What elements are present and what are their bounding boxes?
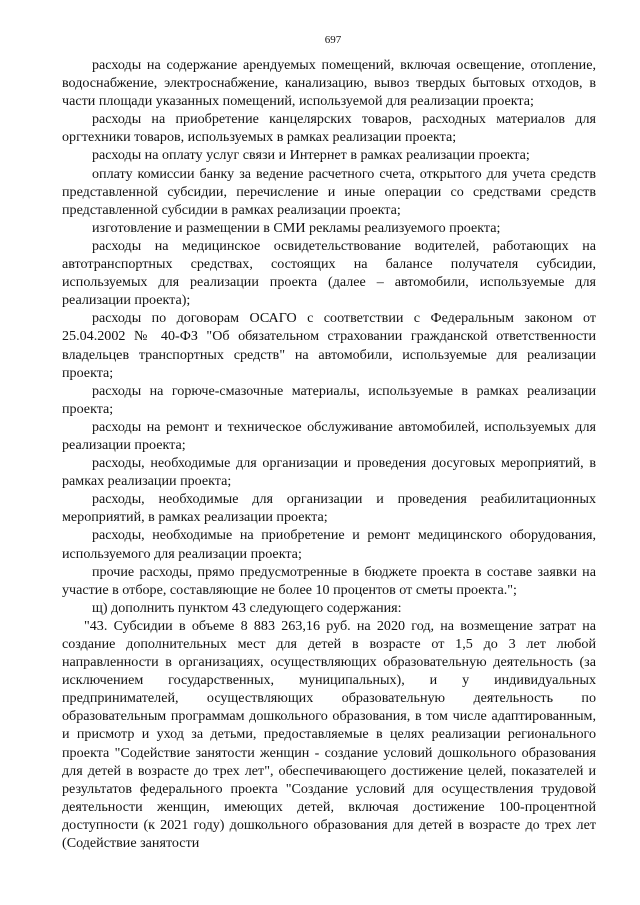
paragraph: расходы, необходимые для организации и проведения реабилитационных мероприятий, в рамках реализации проекта; — [62, 491, 596, 526]
paragraph: расходы, необходимые для организации и проведения досуговых мероприятий, в рамках реализации проекта; — [62, 455, 596, 490]
paragraph: щ) дополнить пунктом 43 следующего содержания: — [92, 599, 402, 616]
paragraph: расходы на содержание арендуемых помещений, включая освещение, отопление, водоснабжение, электроснабжение, канализацию, вывоз твердых бытовых отходов, в части площади указанных помещений, используемой для реализации проекта; — [62, 57, 596, 110]
paragraph: расходы на медицинское освидетельствование водителей, работающих на автотранспортных средствах, состоящих на балансе получателя субсидии, используемых для реализации проекта (далее – автомобили, используемые для реализации проекта); — [62, 237, 596, 309]
paragraph: расходы на приобретение канцелярских товаров, расходных материалов для оргтехники товаров, используемых в рамках реализации проекта; — [62, 111, 596, 146]
paragraph: изготовление и размещении в СМИ рекламы реализуемого проекта; — [92, 219, 501, 236]
paragraph: оплату комиссии банку за ведение расчетного счета, открытого для учета средств представленной субсидии, перечисление и иные операции со средствами средств представленной субсидии в рамках реализации проекта; — [62, 165, 596, 218]
paragraph: расходы на горюче-смазочные материалы, используемые в рамках реализации проекта; — [62, 382, 596, 417]
paragraph: прочие расходы, прямо предусмотренные в бюджете проекта в составе заявки на участие в отборе, составляющие не более 10 процентов от сметы проекта."; — [62, 563, 596, 598]
paragraph: расходы на оплату услуг связи и Интернет в рамках реализации проекта; — [92, 147, 530, 164]
paragraph: расходы на ремонт и техническое обслуживание автомобилей, используемых для реализации проекта; — [62, 418, 596, 453]
page-number: 697 — [324, 34, 342, 46]
paragraph: "43. Субсидии в объеме 8 883 263,16 руб. на 2020 год, на возмещение затрат на создание дополнительных мест для детей в возрасте от 1,5 до 3 лет любой направленности в организациях, осуществляющих образовательную деятельность (за исключением государственных, муниципальных), и у индивидуальных предпринимателей, осуществляющих образовательную деятельность по образовательным программам дошкольного образования, в том числе адаптированным, и присмотр и уход за детьми, предоставляемые в целях реализации регионального проекта "Содействие занятости женщин - создание условий дошкольного образования для детей в возрасте до трех лет", обеспечивающего достижение целей, показателей и результатов федерального проекта "Создание условий для осуществления трудовой деятельности женщин, имеющих детей, включая достижение 100-процентной доступности (к 2021 году) дошкольного образования для детей в возрасте до трех лет (Содействие занятости — [62, 617, 596, 852]
document-body — [62, 56, 596, 852]
paragraph: расходы, необходимые на приобретение и ремонт медицинского оборудования, используемого для реализации проекта; — [62, 527, 596, 562]
paragraph: расходы по договорам ОСАГО с соответствии с Федеральным законом от 25.04.2002 № 40-ФЗ "Об обязательном страховании гражданской ответственности владельцев транспортных средств" на автомобили, используемые для реализации проекта; — [62, 310, 596, 381]
